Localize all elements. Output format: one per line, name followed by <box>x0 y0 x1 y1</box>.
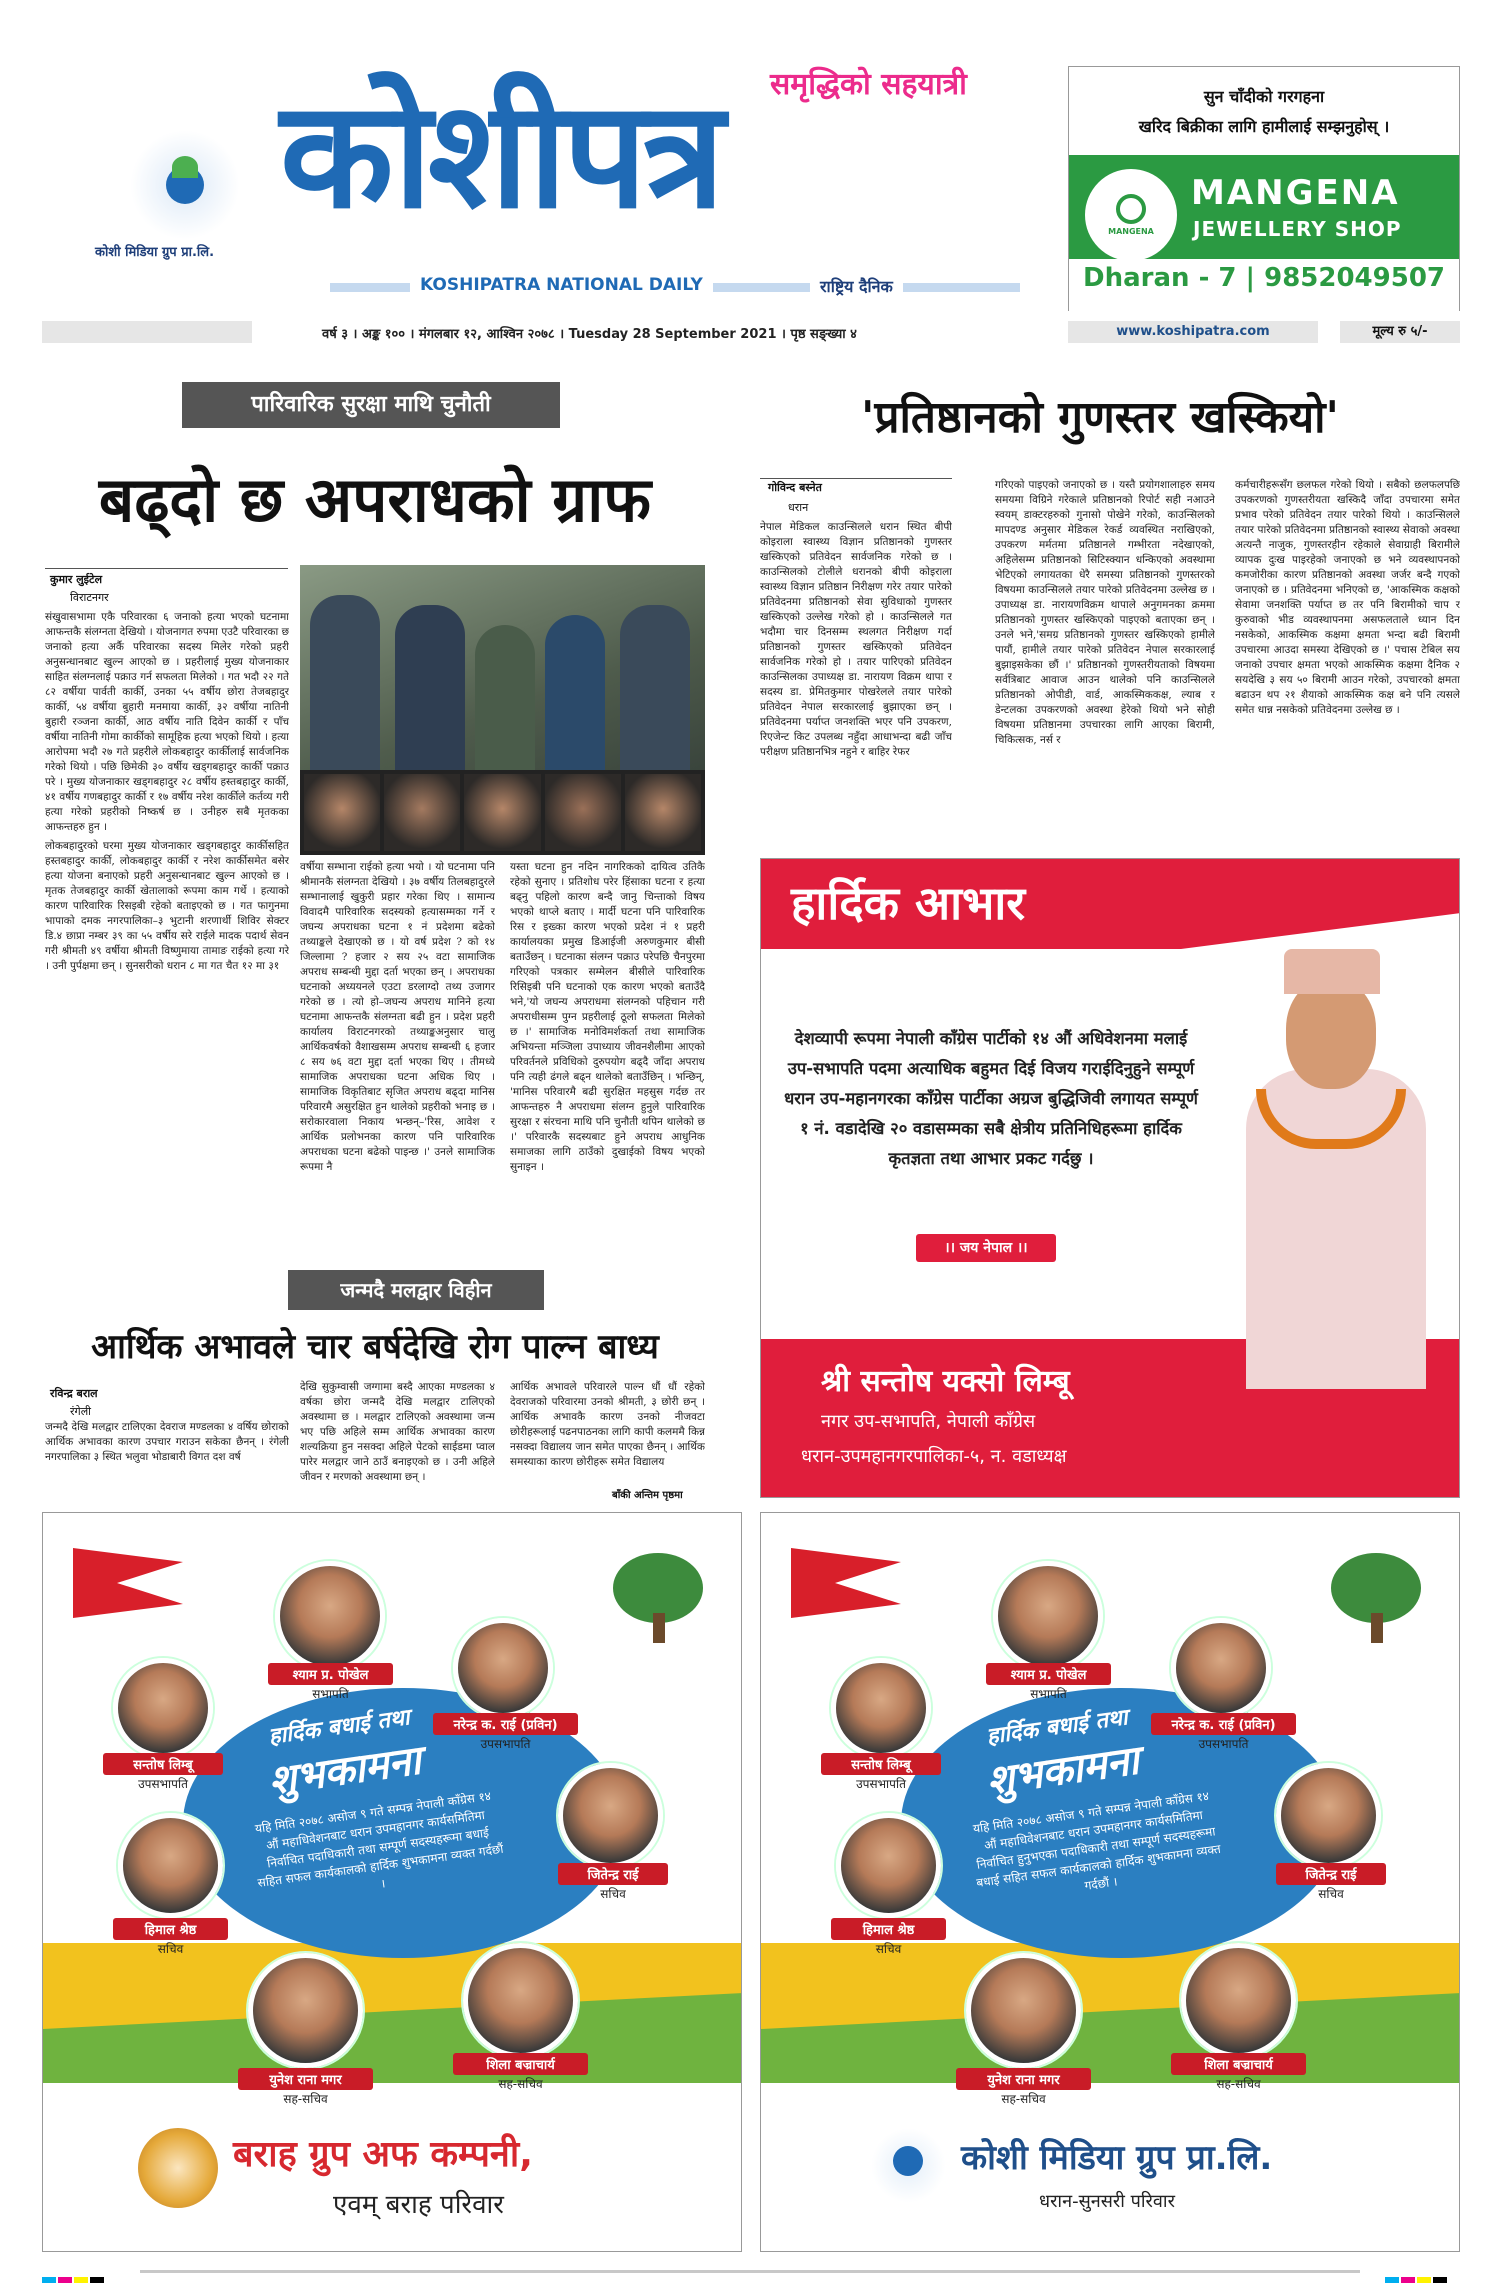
story1-headline[interactable]: बढ्दो छ अपराधको ग्राफ <box>98 463 652 536</box>
person-name: युनेश राना मगर <box>238 2068 373 2090</box>
abhar-title: हार्दिक आभार <box>791 876 1026 930</box>
person-name: नरेन्द्र क. राई (प्रविन) <box>433 1713 578 1735</box>
person-name: श्याम प्र. पोखेल <box>986 1663 1111 1685</box>
person-role: उपसभापति <box>480 1737 531 1751</box>
abhar-role1: नगर उप-सभापति, नेपाली काँग्रेस <box>821 1411 1036 1432</box>
greeting-heading2: शुभकामना <box>983 1737 1142 1805</box>
story3-column-1 <box>45 1420 289 1500</box>
person-photo <box>1181 1943 1296 2058</box>
person-role: सचिव <box>600 1887 626 1901</box>
ad-line2: खरिद बिक्रीका लागि हामीलाई सम्झनुहोस् । <box>1138 117 1390 136</box>
story1-kicker: पारिवारिक सुरक्षा माथि चुनौती <box>182 382 560 428</box>
person-name: शिला बज्राचार्य <box>1171 2053 1306 2075</box>
person-role: उपसभापति <box>856 1777 906 1791</box>
ad-brand-sub: JEWELLERY SHOP <box>1193 217 1402 241</box>
story3-headline[interactable]: आर्थिक अभावले चार बर्षदेखि रोग पाल्न बाध्य <box>91 1327 659 1367</box>
congress-flag-icon <box>73 1548 183 1618</box>
jewellery-ad[interactable] <box>1068 66 1460 311</box>
abhar-name: श्री सन्तोष यक्सो लिम्बू <box>821 1364 1070 1399</box>
rule <box>45 568 288 569</box>
person-photo <box>453 1618 553 1718</box>
abhar-ad[interactable] <box>760 858 1460 1498</box>
ad-green-panel <box>1069 155 1459 311</box>
ring-logo-icon <box>1085 169 1177 261</box>
color-registration-bar <box>42 2268 106 2287</box>
story3-continued[interactable]: बाँकी अन्तिम पृष्ठमा <box>612 1490 683 1501</box>
english-name: KOSHIPATRA NATIONAL DAILY <box>410 275 713 295</box>
abhar-slogan: ।। जय नेपाल ।। <box>916 1234 1056 1262</box>
story1-column-1 <box>45 610 289 1260</box>
person-name: हिमाल श्रेष्ठ <box>831 1918 946 1940</box>
ring-logo-text: MANGENA <box>1108 227 1154 236</box>
story2-place: धरान <box>788 501 809 514</box>
person-name: जितेन्द्र राई <box>558 1863 668 1885</box>
greeting-heading1: हार्दिक बधाई तथा <box>985 1705 1130 1750</box>
person-photo <box>836 1813 941 1918</box>
koshi-media-logo-icon <box>871 2128 946 2203</box>
story1-text-1b: लोकबहादुरको घरमा मुख्य योजनाकार खड्गबहादुर कार्कीसहित हस्तबहादुर कार्की, लोकबहादुर कार्की र नरेश कार्कीसमेत बसेर हत्या योजना बनाएको प्रहरी अनुसन्धानबाट खुल्न आएको छ । मृतक तेजबहादुर कार्की खेतालाको रूपमा काम गर्थे । हत्याको कारण पारिवारिक रिसइबी रहेको बताइएको छ । गत फागुनमा भापाको दमक नगरपालिका–३ भुटानी शरणार्थी शिविर सेक्टर डि.४ छाप्रा नम्बर ३९ का ५५ वर्षीय सरे राईले मादक पदार्थ सेवन गरी श्रीमती ४९ वर्षीया श्रीमती विष्णुमाया तामाङ राईको हत्या गरे । उनी पुर्पक्षमा छन् । सुनसरीको धरान ८ मा गत चैत १२ मा ३१ <box>45 840 289 972</box>
greeting-footer1: बराह ग्रुप अफ कम्पनी, <box>233 2134 533 2175</box>
person-role: सचिव <box>157 1942 184 1956</box>
story2-column-2 <box>995 478 1215 840</box>
logo-emblem-icon <box>166 166 204 204</box>
abhar-portrait <box>1216 949 1446 1389</box>
masthead-tagline: समृद्धिको सहयात्री <box>770 67 967 102</box>
person-photo <box>993 1561 1103 1671</box>
person-role: सह-सचिव <box>498 2077 543 2091</box>
story2-text-1: नेपाल मेडिकल काउन्सिलले धरान स्थित बीपी कोइराला स्वास्थ्य विज्ञान प्रतिष्ठानको गुणस्तर खस्किएको प्रतिवेदन सार्वजनिक गरेको छ । काउन्सिलको टोलीले धरानको बीपी कोइराला स्वास्थ्य विज्ञान प्रतिष्ठान निरीक्षण गरेर तयार पारेको प्रतिवेदनमा प्रतिष्ठानको सेवा सुविधाको गुणस्तर खस्किएको उल्लेख गरेको हो । काउन्सिलले गत भदौमा चार दिनसम्म स्थलगत निरीक्षण गर्दा प्रतिष्ठानको गुणस्तर खस्किएको प्रतिवेदन सार्वजनिक गरेको हो । तयार पारिएको प्रतिवेदन काउन्सिलका उपाध्यक्ष डा. नारायण विक्रम थापा र सदस्य डा. प्रेमितकुमार पोखरेलले तयार पारेको प्रतिवेदन नेपाल सरकारलाई बुझाएका छन् । प्रतिवेदनमा पर्याप्त जनशक्ति भएर पनि उपकरण, रिएजेन्ट किट उपलब्ध नहुँदा आधाभन्दा बढी जाँच परीक्षण प्रतिष्ठानभित्र नहुने र बाहिर रेफर <box>760 521 952 758</box>
price: मूल्य रु ५/- <box>1340 321 1460 343</box>
person-role: सचिव <box>875 1942 902 1956</box>
person-role: उपसभापति <box>1198 1737 1249 1751</box>
abhar-role2: धरान-उपमहानगरपालिका-५, न. वडाध्यक्ष <box>801 1446 1067 1467</box>
greeting-footer1: कोशी मिडिया ग्रुप प्रा.लि. <box>961 2138 1273 2178</box>
person-role: सभापति <box>1030 1687 1067 1701</box>
person-photo <box>831 1658 931 1758</box>
greeting-heading1: हार्दिक बधाई तथा <box>267 1705 412 1750</box>
issue-line: वर्ष ३ । अङ्क १०० । मंगलबार १२, आश्विन २०७८ । Tuesday 28 September 2021 । पृष्ठ सङ्ख्या ४ <box>322 327 857 342</box>
person-photo <box>1171 1618 1271 1718</box>
greeting-message: यहि मिति २०७८ असोज ९ गते सम्पन्न नेपाली काँग्रेस १४ औं महाधिवेशनबाट धरान उपमहानगर कार्यसमितिमा निर्वाचित पदाधिकारी तथा सम्पूर्ण सदस्यहरूमा बधाई सहित सफल कार्यकालको हार्दिक शुभकामना व्यक्त गर्दछौं । <box>254 1788 505 1891</box>
story3-kicker: जन्मदै मलद्वार विहीन <box>288 1270 544 1310</box>
person-name: नरेन्द्र क. राई (प्रविन) <box>1151 1713 1296 1735</box>
suspect-photo <box>384 774 460 851</box>
story3-column-3 <box>510 1380 705 1488</box>
person-role: सह-सचिव <box>1216 2077 1261 2091</box>
story3-text-3: आर्थिक अभावले परिवारले पाल्न धौं धौं रहेको देवराजको परिवारमा उनको श्रीमती, ३ छोरी छन् । आर्थिक अभावकै कारण उनको नीजवटा छोरीहरूलाई पढनपाठनका लागि कापी कलममै किन्न नसक्दा विद्यालय जान समेत पाएका छैनन् । आर्थिक समस्याका कारण छोरीहरू समेत विद्यालय <box>510 1381 705 1468</box>
greeting-footer2: एवम् बराह परिवार <box>333 2190 504 2220</box>
story1-suspect-strip <box>300 770 705 855</box>
person-role: सह-सचिव <box>1001 2092 1046 2106</box>
person-name: सन्तोष लिम्बू <box>821 1753 941 1775</box>
story3-column-2 <box>300 1380 495 1500</box>
ad-contact: Dharan - 7 | 9852049507 <box>1083 263 1446 293</box>
person-photo <box>1276 1763 1381 1868</box>
barah-logo-icon <box>138 2128 218 2208</box>
story2-headline[interactable]: 'प्रतिष्ठानको गुणस्तर खस्कियो' <box>861 392 1339 443</box>
bottom-rule <box>140 2270 1360 2273</box>
person-name: सन्तोष लिम्बू <box>103 1753 223 1775</box>
greeting-ad-left[interactable] <box>42 1512 742 2252</box>
story2-column-3 <box>1235 478 1460 840</box>
story2-byline: गोविन्द बस्नेत <box>768 481 822 494</box>
person-name: शिला बज्राचार्य <box>453 2053 588 2075</box>
person-name: हिमाल श्रेष्ठ <box>113 1918 228 1940</box>
abhar-body: देशव्यापी रूपमा नेपाली काँग्रेस पार्टीको १४ औं अधिवेशनमा मलाई उप-सभापति पदमा अत्याधिक बहुमत दिई विजय गराईदिनुहुने सम्पूर्ण धरान उप-महानगरका काँग्रेस पार्टीका अग्रज बुद्धिजिवी लगायत सम्पूर्ण १ नं. वडादेखि २० वडासम्मका सबै क्षेत्रीय प्रतिनिधिहरूमा हार्दिक कृतज्ञता तथा आभार प्रकट गर्दछु । <box>784 1029 1198 1168</box>
story1-text-2: वर्षीया सम्भाना राईको हत्या भयो । यो घटनामा पनि श्रीमानकै संलग्नता देखियो । ३७ वर्षीय तिलबहादुरले सम्भानालाई खुकुरी प्रहार गरेका थिए । सामान्य विवादमै पारिवारिक सदस्यको हत्यासम्मका गर्ने र जघन्य अपराधका घटना १ नं प्रदेशमा बढेको तथ्याङ्कले देखाएको छ । यो वर्ष प्रदेश ? को १४ जिल्लामा ? हजार २ सय २५ वटा सामाजिक अपराध सम्बन्धी मुद्दा दर्ता भएका छन् । अपराधका घटनाको अध्ययनले एउटा डरलाग्दो तथ्य उजागर गरेको छ । त्यो हो–जघन्य अपराध मानिने हत्या घटनामा आफन्तकै संलग्नता बढी हुन । प्रदेश प्रहरी कार्यालय विराटनगरको तथ्याङ्कअनुसार चालु आर्थिकवर्षको वैशाखसम्म अपराध सम्बन्धी ६ हजार ८ सय ७६ वटा मुद्दा दर्ता भएका थिए । तीमध्ये सामाजिक अपराधका घटना अधिक थिए । सामाजिक विकृतिबाट सृजित अपराध बढ्दा मानिस परिवारमै असुरक्षित हुन थालेको प्रहरीको भनाइ छ । सरोकारवाला निकाय भन्छन्–'रिस, आवेश र आर्थिक प्रलोभनका कारण पनि पारिवारिक अपराधका घटना बढेको पाइन्छ ।' उनले सामाजिक रूपमा नै <box>300 861 495 1173</box>
rule <box>760 478 952 479</box>
story2-text-2: गरिएको पाइएको जनाएको छ । यस्तै प्रयोगशालाहरु समय समयमा विग्रिने गरेकाले प्रतिष्ठानको रिपोर्ट सही नआउने स्वयम् डाक्टरहरुको गुनासो पोखेने गरेको, काउन्सिलको मापदण्ड अनुसार मेडिकल रेकर्ड व्यवस्थित नराखिएको, उपकरण मर्मतमा प्रतिष्ठानले गम्भीरता नदेखाएको, अहिलेसम्म प्रतिष्ठानको सिटिस्क्यान धन्किएको अवस्थामा भेटिएको लगायतका धेरै समस्या प्रतिष्ठानको गुणस्तरको विषयमा काउन्सिलले तयार पारेको प्रतिवेदनमा उल्लेख छ । उपाध्यक्ष डा. नारायणविक्रम थापाले अनुगमनका क्रममा प्रतिष्ठानको गुणस्तर खस्किएको पाइएको बताएका छन् । उनले भने,'समग्र प्रतिष्ठानको गुणस्तर खस्किएको हामीले पायौं, हामीले तयार पारेको प्रतिवेदन नेपाल सरकारलाई बुझाइसकेका छौं ।' प्रतिष्ठानको गुणस्तरीयताको विषयमा सर्वत्रिबाट आवाज आउन थालेको पनि काउन्सिलले प्रतिष्ठानको ओपीडी, वार्ड, आकस्मिककक्ष, ल्याब र डेन्टलका उपकरणको अवस्था हेरेको थियो भने सोही विषयमा प्रतिष्ठानमा उपचारका लागि आएका बिरामी, चिकित्सक, नर्स र <box>995 479 1215 746</box>
greeting-footer2: धरान-सुनसरी परिवार <box>1039 2191 1175 2212</box>
rashtriya-dainik: राष्ट्रिय दैनिक <box>810 275 903 297</box>
publisher-logo-text: कोशी मिडिया ग्रुप प्रा.लि. <box>95 245 215 260</box>
tree-trunk-icon <box>1371 1613 1383 1643</box>
story3-text-2: देखि सुकुम्वासी जग्गामा बस्दै आएका मण्डलका ४ वर्षका छोरा जन्मदै देखि मलद्वार टालिएको अवस्थामा छ । मलद्वार टालिएको अवस्थामा जन्म भए पछि अहिले सम्म आर्थिक अभावका कारण शल्यक्रिया हुन नसक्दा अहिले पेटको साईडमा प्वाल पारेर मलद्वार जाने ठाउँ बनाइएको छ । उनी अहिले जीवन र मरणको अवस्थामा छन् । <box>300 1381 495 1483</box>
story1-column-2 <box>300 860 495 1260</box>
story2-column-1 <box>760 520 952 840</box>
ad-brand: MANGENA <box>1191 173 1400 213</box>
person-role: सचिव <box>1318 1887 1344 1901</box>
suspect-photo <box>625 774 701 851</box>
national-daily-bar <box>330 272 1020 302</box>
publisher-logo <box>130 130 240 240</box>
masthead-title: कोशीपत्र <box>280 69 721 241</box>
person-role: उपसभापति <box>138 1777 188 1791</box>
greeting-heading2: शुभकामना <box>265 1737 424 1805</box>
story1-column-3 <box>510 860 705 1260</box>
greeting-ad-right[interactable] <box>760 1512 1460 2252</box>
suspect-photo <box>464 774 540 851</box>
person-photo <box>248 1953 363 2068</box>
story1-byline: कुमार लुईटेल <box>50 573 103 586</box>
person-name: श्याम प्र. पोखेल <box>268 1663 393 1685</box>
person-photo <box>558 1763 663 1868</box>
story3-text-1: जन्मदै देखि मलद्वार टालिएका देवराज मण्डलका ४ वर्षिय छोराको आर्थिक अभावका कारण उपचार गराउन सकेका छैनन् । रंगेली नगरपालिका ३ स्थित भलुवा भोडाबारी विगत दश वर्ष <box>45 1421 289 1463</box>
website[interactable]: www.koshipatra.com <box>1068 321 1318 343</box>
story1-text-3: यस्ता घटना हुन नदिन नागरिकको दायित्व उतिकै रहेको सुनाए । प्रतिशोध परेर हिंसाका घटना र हत्या बढ्नु पहिलो कारण बन्दै जानु चिन्ताको विषय भएको थाप्ले बताए । मार्दी घटना पनि पारिवारिक रिस र इख्का कारण भएको प्रदेश नं १ प्रहरी कार्यालयका प्रमुख डिआईजी अरुणकुमार बीसी बताउँछन् । घटनाका संलग्न पक्राउ परेपछि चैनपुरमा गरिएको पत्रकार सम्मेलन बीसीले पारिवारिक रिसिइबी पनि घटनाको एक कारण भएको बताउँदै भने,'यो जघन्य अपराधमा संलग्नको पहिचान गरी अपराधीसम्म पुग्न प्रहरीलाई ठूलो सफलता मिलेको छ ।' सामाजिक मनोविमर्शकर्ता तथा सामाजिक अभियन्ता मञ्जिला उपाध्याय जीवनशैलीमा आएको परिवर्तनले प्रविधिको दुरुपयोग बढ्दै जाँदा अपराध पनि त्यही ढंगले बढ्न थालेको बताउँछिन् । भन्छिन्, 'मानिस परिवारमै बढी सुरक्षित महसुस गर्दछ तर आफन्तहरु नै अपराधमा संलग्न हुनुले पारिवारिक सुरक्षा र संरचना माथि पनि चुनौती थपिन थालेको छ ।' परिवारकै सदस्यबाट हुने अपराध आधुनिक समाजका लागि ठाउँको दुखाईको विषय भएको सुनाइन । <box>510 861 705 1173</box>
person-photo <box>118 1813 223 1918</box>
tree-trunk-icon <box>653 1613 665 1643</box>
story3-place: रंगेली <box>70 1405 91 1418</box>
person-role: सह-सचिव <box>283 2092 328 2106</box>
suspect-photo <box>304 774 380 851</box>
person-photo <box>113 1658 213 1758</box>
congress-flag-icon <box>791 1548 901 1618</box>
issue-bar-left-fill <box>42 321 252 343</box>
color-registration-bar <box>1385 2268 1449 2287</box>
story3-byline: रविन्द्र बराल <box>50 1387 98 1400</box>
person-name: युनेश राना मगर <box>956 2068 1091 2090</box>
person-photo <box>463 1943 578 2058</box>
story1-text-1: संखुवासभामा एकै परिवारका ६ जनाको हत्या भएको घटनामा आफन्तकै संलग्नता देखियो । योजनागत रुपमा एउटै परिवारका छ जनाको हत्या अर्कै परिवारका सदस्य मिलेर गरेको प्रहरी अनुसन्धानबाट खुल्न आएको छ । प्रहरीलाई मुख्य योजनाकार साहित संलग्नलाई पक्राउ गर्न सफलता मिलेको । गत भदौ २२ गते ८२ वर्षीया पार्वती कार्की, उनका ५५ वर्षीय छोरा तेजबहादुर कार्की, ५४ वर्षीया बुहारी मनमाया कार्की, ३२ वर्षीया नातिनी बुहारी रञ्जना कार्की, आठ वर्षीय नाति दिवेन कार्की र पाँच वर्षीया नातिनी गोमा कार्कीको सामूहिक हत्या भएको थियो । हत्या आरोपमा भदौ २७ गते प्रहरीले लोकबहादुर कार्कीलाई सार्वजनिक गरेको थियो । पछि छिमेकी ३० वर्षीय खड्गबहादुर कार्की पक्राउ परे । मुख्य योजनाकार खड्गबहादुर २८ वर्षीय हस्तबहादुर कार्की, ४१ वर्षीय गणबहादुर कार्की र १७ वर्षीय नरेश कार्कीले कर्तव्य गरी हत्या गरेको प्रहरीको निष्कर्ष छ । उनीहरु सबै मृतकका आफन्तहरु हुन । <box>45 611 289 833</box>
person-photo <box>275 1561 385 1671</box>
person-name: जितेन्द्र राई <box>1276 1863 1386 1885</box>
suspect-photo <box>545 774 621 851</box>
person-photo <box>966 1953 1081 2068</box>
person-role: सभापति <box>312 1687 349 1701</box>
story1-place: विराटनगर <box>70 591 109 604</box>
ad-line1: सुन चाँदीको गरगहना <box>1203 87 1325 106</box>
greeting-message: यहि मिति २०७८ असोज ९ गते सम्पन्न नेपाली काँग्रेस १४ औं महाधिवेशनबाट धरान उपमहानगर कार्यसमितिमा निर्वाचित हुनुभएका पदाधिकारी तथा सम्पूर्ण सदस्यहरूमा बधाई सहित सफल कार्यकालको हार्दिक शुभकामना व्यक्त गर्दछौं । <box>972 1788 1222 1893</box>
story2-text-3: कर्मचारीहरूसँग छलफल गरेको थियो । सबैको छलफलपछि उपकरणको गुणस्तरीयता खस्किदै जाँदा उपचारमा समेत प्रभाव परेको प्रतिवेदन तयार पारेको थियो । काउन्सिलले तयार पारेको प्रतिवेदनमा प्रतिष्ठानको स्वास्थ्य सेवाको अवस्था अत्यन्तै नाजुक, गुणस्तरहीन रहेकाले सेवाग्राही बिरामीले व्यापक दुःख पाइरहेको जनाएको छ भने व्यवस्थापनको कमजोरीका कारण प्रतिष्ठानको अवस्था जर्जर बन्दै गएको जनाएको छ । प्रतिवेदनमा भनिएको छ, 'आकस्मिक कक्षको सेवामा जनशक्ति पर्याप्त छ तर पनि बिरामीको चाप र कुरुवाको भीड व्यवस्थापनमा असफलताले ध्यान दिन नसकेको, आकस्मिक कक्षमा क्षमता भन्दा बढी बिरामी उपचारमा आउदा समस्या देखिएको छ ।' पचास टेबिल सय जनाको उपचार क्षमता भएको आकस्मिक कक्षमा दैनिक २ सयदेखि ३ सय ५० बिरामी आउन गरेको, उपचारको क्षमता बढाउन थप २१ शैयाको आकस्मिक कक्ष बने पनि त्यसले समेत धान्न नसकेको प्रतिवेदनमा उल्लेख छ । <box>1235 479 1460 716</box>
